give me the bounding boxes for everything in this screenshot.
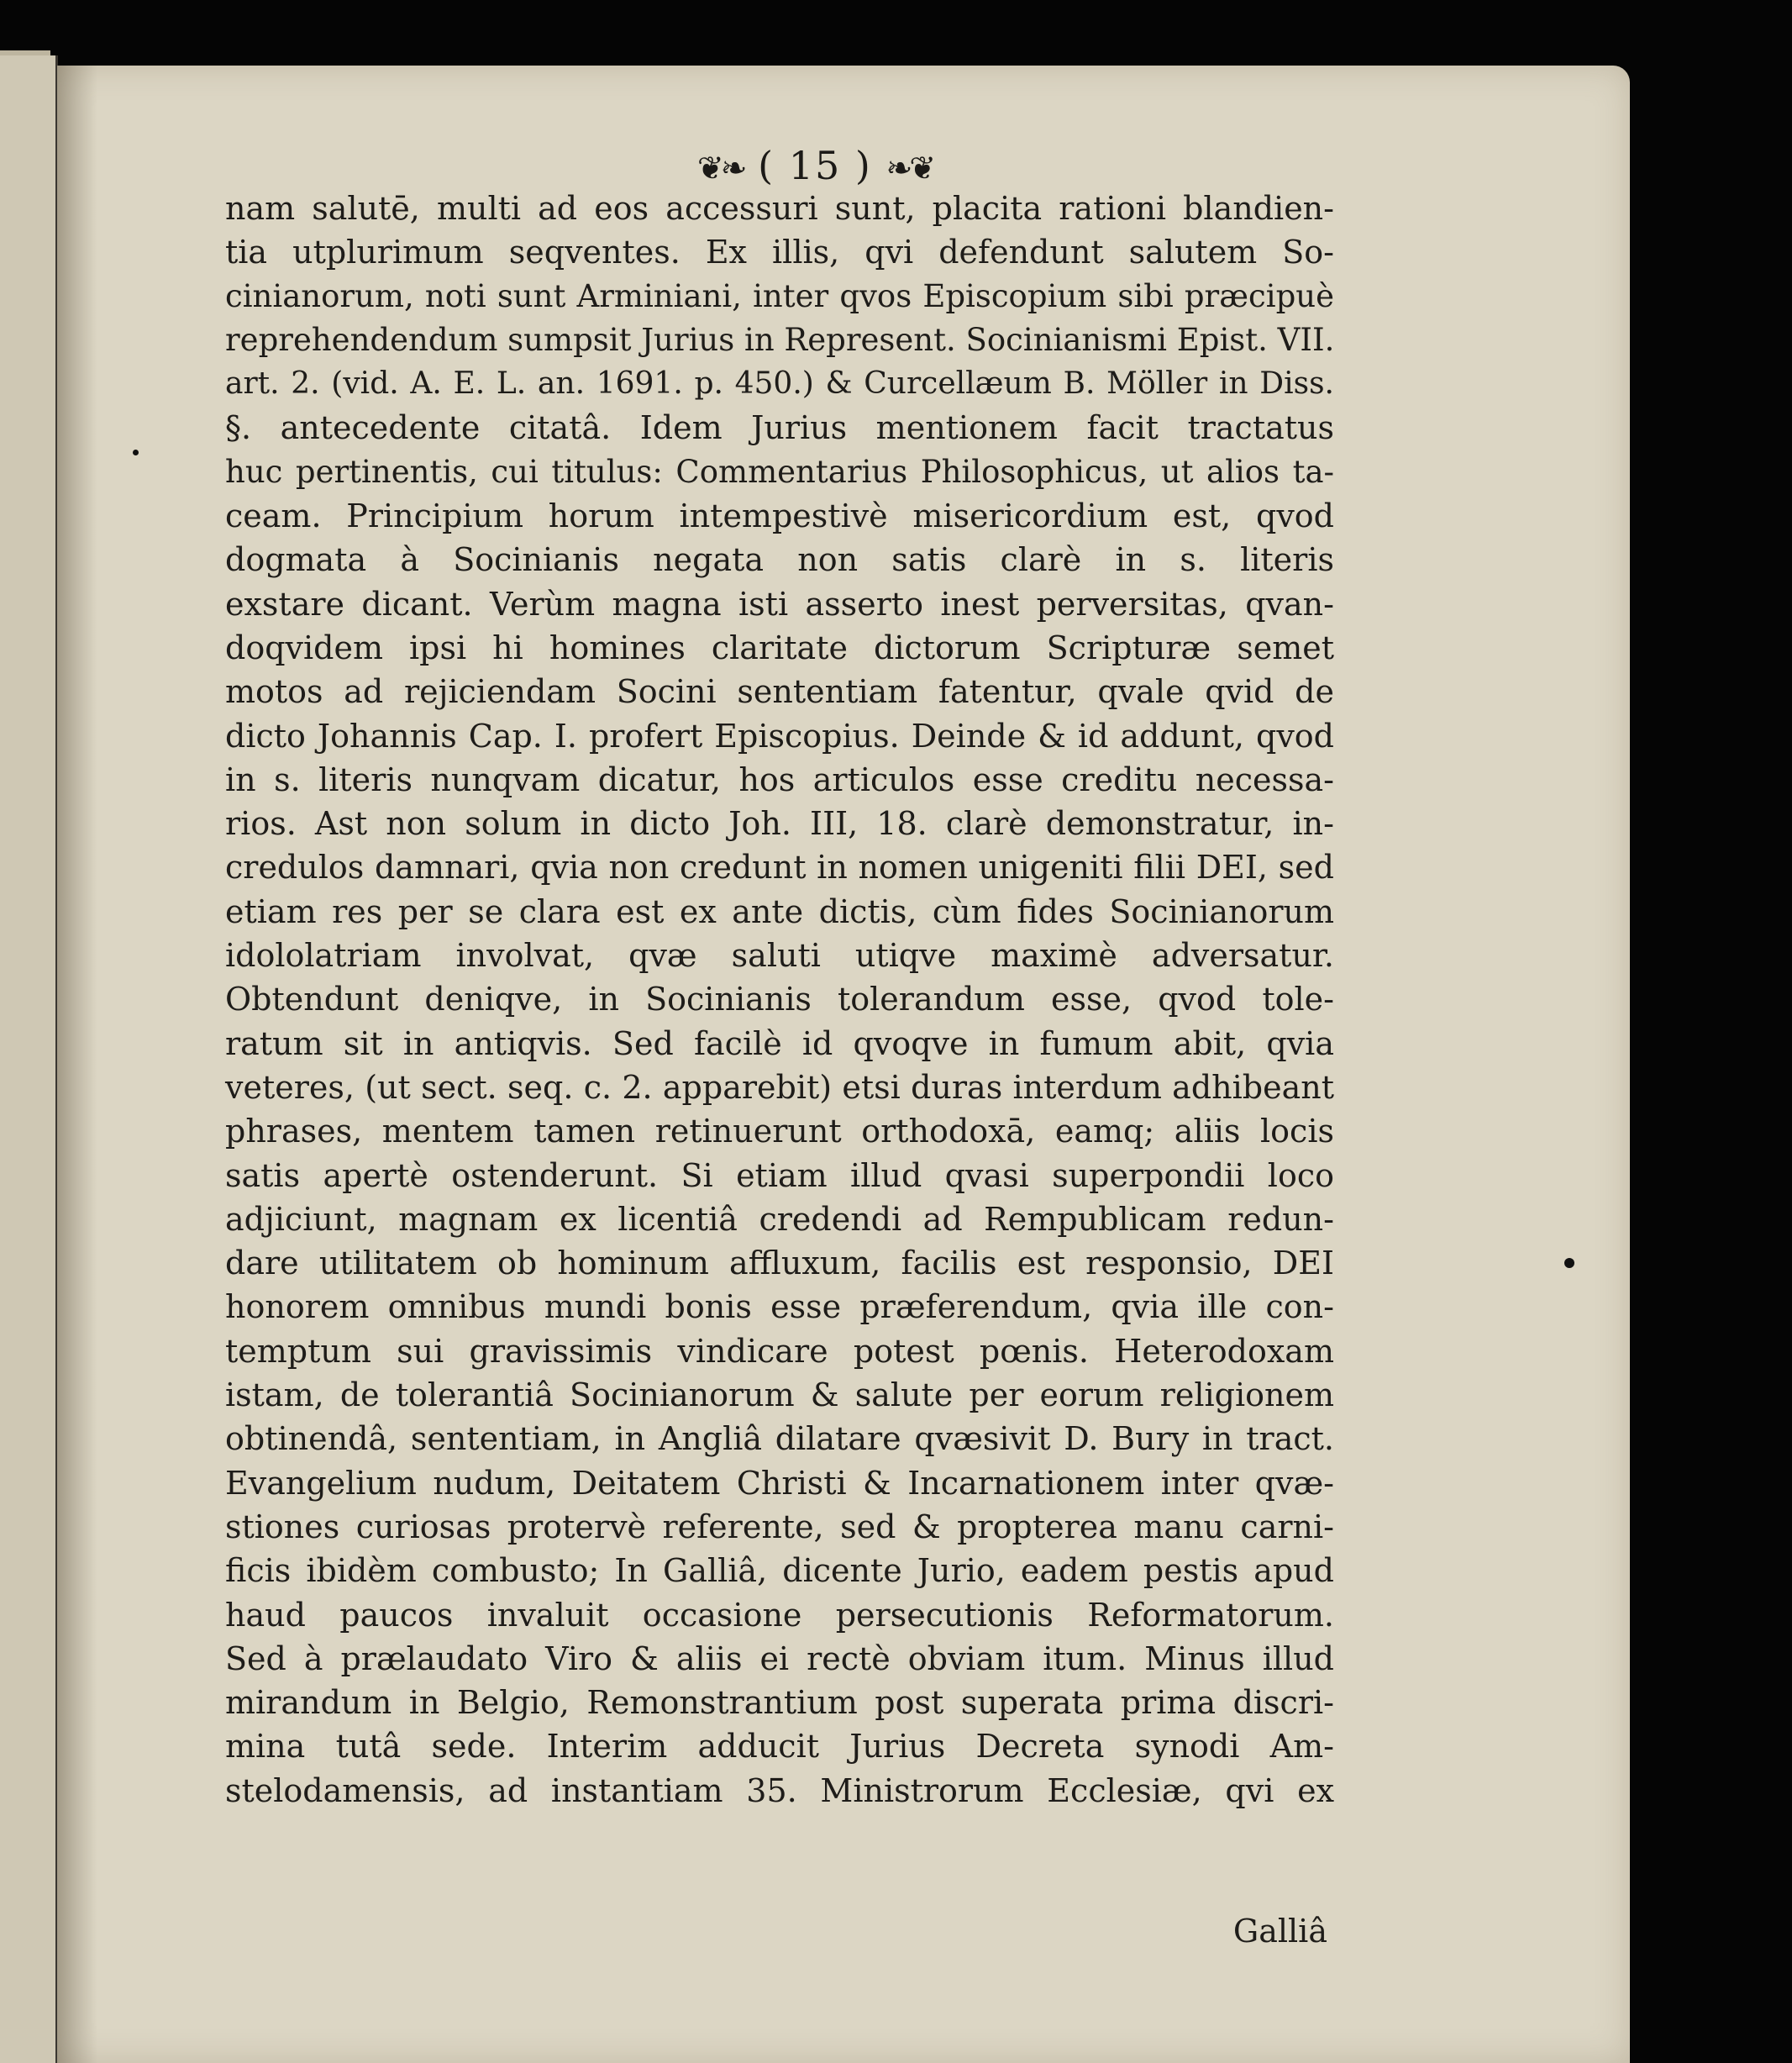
text-line: doqvidem ipsi hi homines claritate dictorum Scripturæ semet [225,629,1334,666]
ink-speck [1564,1258,1574,1268]
text-line: huc pertinentis, cui titulus: Commentarius Philosophicus, ut alios ta- [225,453,1334,490]
text-line: ficis ibidèm combusto; In Galliâ, dicente Jurio, eadem pestis apud [225,1552,1334,1590]
catchword: Galliâ [1232,1913,1327,1950]
body-text [225,187,1334,1813]
text-line: phrases, mentem tamen retinuerunt orthodoxā, eamq; aliis locis [225,1113,1334,1150]
text-line: adjiciunt, magnam ex licentiâ credendi ad Rempublicam redun- [225,1200,1334,1238]
text-line: etiam res per se clara est ex ante dictis, cùm fides Socinianorum [225,892,1334,930]
ink-speck [133,450,139,455]
text-line: dogmata à Socinianis negata non satis clarè in s. literis [225,541,1334,579]
text-line: Sed à prælaudato Viro & aliis ei rectè obviam itum. Minus illud [225,1639,1334,1677]
gutter-shadow [57,66,97,2063]
text-line: obtinendâ, sententiam, in Angliâ dilatare qvæsivit D. Bury in tract. [225,1420,1334,1458]
text-line: Obtendunt deniqve, in Socinianis tolerandum esse, qvod tole- [225,981,1334,1018]
text-line: cinianorum, noti sunt Arminiani, inter qvos Episcopium sibi præcipuè [225,277,1334,314]
text-line: in s. literis nunqvam dicatur, hos articulos esse creditu necessa- [225,760,1334,798]
text-line: mina tutâ sede. Interim adducit Jurius Decreta synodi Am- [225,1728,1334,1766]
text-line: rios. Ast non solum in dicto Joh. III, 18. clarè demonstratur, in- [225,805,1334,843]
text-line: honorem omnibus mundi bonis esse præferendum, qvia ille con- [225,1288,1334,1326]
text-line: Evangelium nudum, Deitatem Christi & Incarnationem inter qvæ- [225,1464,1334,1502]
page-number: ( 15 ) [758,143,872,188]
text-line: motos ad rejiciendam Socini sententiam fatentur, qvale qvid de [225,673,1334,711]
text-line: idololatriam involvat, qvæ saluti utiqve maximè adversatur. [225,937,1334,975]
text-line: mirandum in Belgio, Remonstrantium post superata prima discri- [225,1684,1334,1722]
text-line: ceam. Principium horum intempestivè misericordium est, qvod [225,497,1334,535]
ornament-left: ❦❧ [696,150,744,187]
text-line: art. 2. (vid. A. E. L. an. 1691. p. 450.) & Curcellæum B. Möller in Diss. [225,366,1334,402]
facing-page-strip [0,55,58,2063]
text-line: satis apertè ostenderunt. Si etiam illud qvasi superpondii loco [225,1156,1334,1194]
text-line: exstare dicant. Verùm magna isti asserto inest perversitas, qvan- [225,585,1334,623]
text-line: dicto Johannis Cap. I. profert Episcopius. Deinde & id addunt, qvod [225,717,1334,755]
text-line: dare utilitatem ob hominum affluxum, facilis est responsio, DEI [225,1245,1334,1282]
text-line: veteres, (ut sect. seq. c. 2. apparebit) etsi duras interdum adhibeant [225,1068,1334,1106]
text-line: nam salutē, multi ad eos accessuri sunt, placita rationi blandien- [225,190,1334,227]
text-line: §. antecedente citatâ. Idem Jurius mentionem facit tractatus [225,409,1334,447]
text-line: stiones curiosas protervè referente, sed & propterea manu carni- [225,1508,1334,1545]
text-line: reprehendendum sumpsit Jurius in Represent. Socinianismi Epist. VII. [225,321,1335,358]
text-line: istam, de tolerantiâ Socinianorum & salute per eorum religionem [225,1376,1334,1414]
running-head [647,143,983,188]
text-line: stelodamensis, ad instantiam 35. Ministrorum Ecclesiæ, qvi ex [225,1771,1334,1809]
text-line: haud paucos invaluit occasione persecutionis Reformatorum. [225,1596,1334,1634]
text-line: credulos damnari, qvia non credunt in nomen unigeniti filii DEI, sed [225,849,1334,887]
ornament-right: ❧❦ [885,150,933,187]
text-line: temptum sui gravissimis vindicare potest pœnis. Heterodoxam [225,1332,1334,1370]
text-line: tia utplurimum seqventes. Ex illis, qvi defendunt salutem So- [225,234,1334,271]
text-line: ratum sit in antiqvis. Sed facilè id qvoqve in fumum abit, qvia [225,1024,1334,1062]
